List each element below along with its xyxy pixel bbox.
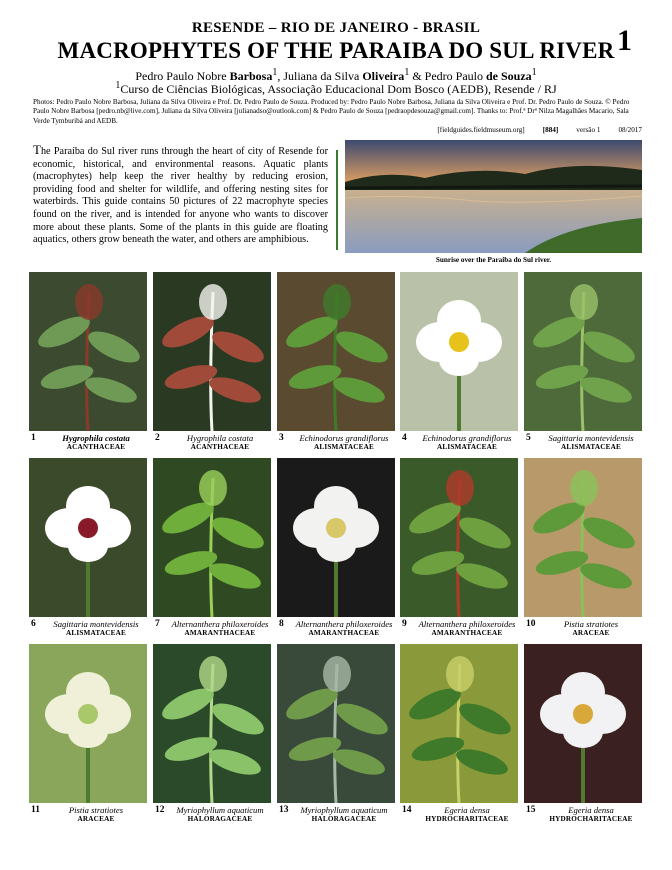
plant-image bbox=[29, 644, 147, 803]
guide-version: versão 1 bbox=[576, 126, 601, 134]
species-name: Alternanthera philoxeroides bbox=[295, 619, 393, 629]
species-photo-3 bbox=[277, 272, 395, 431]
plant-image bbox=[277, 272, 395, 431]
species-name: Sagittaria montevidensis bbox=[53, 619, 139, 629]
plant-image bbox=[29, 272, 147, 431]
author-sep-1: , Juliana da Silva bbox=[277, 69, 363, 83]
hero-photo bbox=[345, 140, 642, 253]
species-number: 6 bbox=[31, 619, 36, 629]
affiliation bbox=[0, 80, 672, 97]
plant-image bbox=[524, 458, 642, 617]
species-number: 7 bbox=[155, 619, 160, 629]
species-number: 3 bbox=[279, 433, 284, 443]
plant-image bbox=[400, 644, 518, 803]
species-family: HYDROCHARITACEAE bbox=[549, 815, 633, 823]
affiliation-text: Curso de Ciências Biológicas, Associação Educacional Dom Bosco (AEDB), Resende / RJ bbox=[120, 82, 557, 96]
species-family: ALISMATACEAE bbox=[65, 629, 127, 637]
species-name: Myriophyllum aquaticum bbox=[176, 805, 264, 815]
intro-text: he Paraíba do Sul river runs through the heart of city of Resende for economic, historical, and environmental reasons. Aquatic plants (macrophytes) help keep the river healthy by reducing erosion, providing food and shelter for wildlife, and offering nesting sites for waterbirds. This guide contains 50 pictures of 22 macrophyte species found on the river, and is intended for anyone who wants to discover more about these plants. Some of the plants in this guide are floating aquatics, others grow beneath the water, and others are amphibious. bbox=[33, 146, 328, 246]
species-photo-6 bbox=[29, 458, 147, 617]
species-name: Echinodorus grandiflorus bbox=[422, 433, 512, 443]
species-photo-7 bbox=[153, 458, 271, 617]
page-number: 1 bbox=[617, 24, 632, 57]
species-number: 11 bbox=[31, 805, 40, 815]
plant-image bbox=[400, 458, 518, 617]
species-photo-11 bbox=[29, 644, 147, 803]
plant-image bbox=[400, 272, 518, 431]
plant-image bbox=[524, 272, 642, 431]
divider bbox=[336, 150, 338, 250]
species-photo-14 bbox=[400, 644, 518, 803]
author-1-sup: 1 bbox=[272, 67, 278, 78]
credits-text: Photos: Pedro Paulo Nobre Barbosa, Juliana da Silva Oliveira e Prof. Dr. Pedro Paulo de Souza. Produced by: Pedro Paulo Nobre Barbosa, Juliana da Silva Oliveira e Prof. Dr. Pedro Paulo de Souza. © Pedro Paulo Nobre Barbosa [pedro.nb@live.com], Juliana da Silva Oliveira [julianadso@outlook.com] & Pedro Paulo de Souza [pedraopdesouza@gmail.com]. Thanks to: Prof.ª Drª Nilza Magalhães Macario, Sala Verde Tymburibá and AEDB. bbox=[33, 98, 630, 125]
species-photo-8 bbox=[277, 458, 395, 617]
species-name: Myriophyllum aquaticum bbox=[300, 805, 388, 815]
species-family: AMARANTHACEAE bbox=[184, 629, 256, 637]
author-2-sup: 1 bbox=[404, 67, 410, 78]
species-photo-5 bbox=[524, 272, 642, 431]
author-3-sup: 1 bbox=[531, 67, 537, 78]
species-family: ARACEAE bbox=[572, 629, 610, 637]
species-number: 12 bbox=[155, 805, 165, 815]
species-family: ACANTHACEAE bbox=[190, 443, 250, 451]
species-family: ARACEAE bbox=[77, 815, 115, 823]
guide-site-link[interactable]: [fieldguides.fieldmuseum.org] bbox=[437, 126, 525, 134]
species-photo-9 bbox=[400, 458, 518, 617]
species-family: HALORAGACEAE bbox=[311, 815, 377, 823]
species-photo-13 bbox=[277, 644, 395, 803]
species-number: 10 bbox=[526, 619, 536, 629]
plant-image bbox=[153, 272, 271, 431]
species-number: 9 bbox=[402, 619, 407, 629]
species-name: Sagittaria montevidensis bbox=[548, 433, 634, 443]
species-number: 8 bbox=[279, 619, 284, 629]
plant-image bbox=[277, 458, 395, 617]
author-2-surname: Oliveira bbox=[362, 69, 405, 83]
species-family: ACANTHACEAE bbox=[66, 443, 126, 451]
plant-image bbox=[153, 644, 271, 803]
plant-image bbox=[277, 644, 395, 803]
species-photo-10 bbox=[524, 458, 642, 617]
intro-drop-letter: T bbox=[33, 142, 41, 157]
species-name: Pistia stratiotes bbox=[563, 619, 619, 629]
page-title: MACROPHYTES OF THE PARAIBA DO SUL RIVER bbox=[57, 38, 615, 63]
species-name: Echinodorus grandiflorus bbox=[299, 433, 389, 443]
species-number: 14 bbox=[402, 805, 412, 815]
species-family: AMARANTHACEAE bbox=[431, 629, 503, 637]
affiliation-sup: 1 bbox=[115, 80, 121, 91]
author-1-surname: Barbosa bbox=[229, 69, 273, 83]
hero-caption: Sunrise over the Paraiba do Sul river. bbox=[435, 256, 552, 264]
species-number: 2 bbox=[155, 433, 160, 443]
plant-image bbox=[153, 458, 271, 617]
species-name: Hygrophila costata bbox=[186, 433, 254, 443]
species-photo-1 bbox=[29, 272, 147, 431]
species-name: Pistia stratiotes bbox=[68, 805, 124, 815]
author-sep-2: & Pedro Paulo bbox=[409, 69, 486, 83]
species-number: 1 bbox=[31, 433, 36, 443]
guide-meta bbox=[437, 126, 642, 134]
species-number: 15 bbox=[526, 805, 536, 815]
author-1-given: Pedro Paulo Nobre bbox=[135, 69, 230, 83]
sunrise-river-image bbox=[345, 140, 642, 253]
guide-id: [884] bbox=[542, 126, 559, 134]
species-photo-15 bbox=[524, 644, 642, 803]
species-name: Alternanthera philoxeroides bbox=[171, 619, 269, 629]
species-name: Hygrophila costata bbox=[62, 433, 130, 443]
species-family: AMARANTHACEAE bbox=[308, 629, 380, 637]
species-family: ALISMATACEAE bbox=[436, 443, 498, 451]
plant-image bbox=[29, 458, 147, 617]
author-3-surname: de Souza bbox=[485, 69, 532, 83]
species-photo-2 bbox=[153, 272, 271, 431]
species-name: Egeria densa bbox=[444, 805, 490, 815]
species-family: ALISMATACEAE bbox=[313, 443, 375, 451]
species-name: Alternanthera philoxeroides bbox=[418, 619, 516, 629]
species-photo-12 bbox=[153, 644, 271, 803]
species-family: ALISMATACEAE bbox=[560, 443, 622, 451]
species-family: HALORAGACEAE bbox=[187, 815, 253, 823]
species-number: 13 bbox=[279, 805, 289, 815]
intro-paragraph bbox=[33, 144, 328, 247]
species-photo-4 bbox=[400, 272, 518, 431]
species-number: 4 bbox=[402, 433, 407, 443]
plant-image bbox=[524, 644, 642, 803]
species-number: 5 bbox=[526, 433, 531, 443]
guide-date: 08/2017 bbox=[618, 126, 642, 134]
species-family: HYDROCHARITACEAE bbox=[425, 815, 509, 823]
location-heading: RESENDE – RIO DE JANEIRO - BRASIL bbox=[191, 20, 481, 36]
species-name: Egeria densa bbox=[568, 805, 614, 815]
